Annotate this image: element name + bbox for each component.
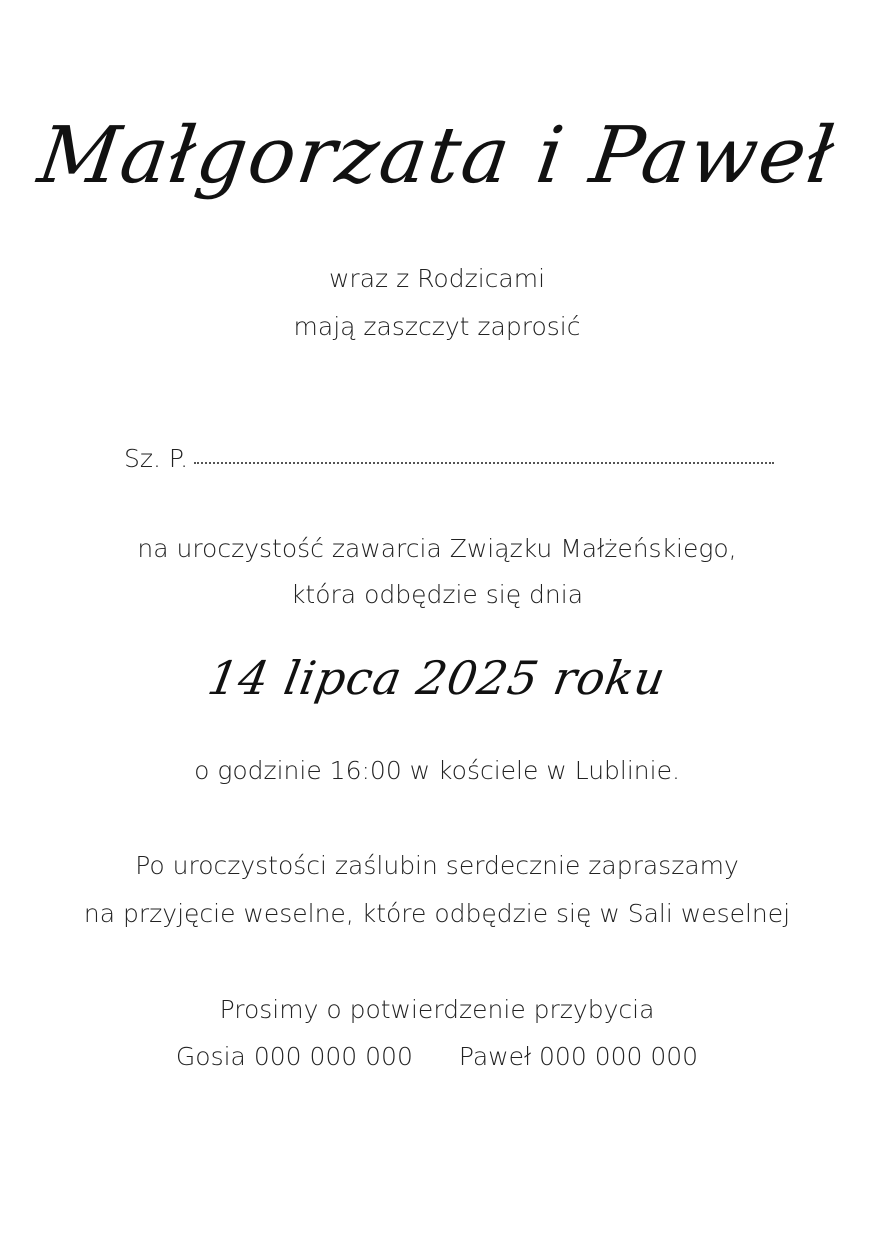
guest-name-field: [124, 444, 774, 476]
ceremony-line-2: która odbędzie się dnia: [290, 580, 584, 609]
intro-line-2: mają zaszczyt zaprosić: [293, 312, 581, 341]
contact-row: [0, 1042, 874, 1072]
dotted-name-line: [194, 462, 774, 464]
guest-prefix: Sz. P.: [124, 444, 189, 473]
contact-pawel: Paweł 000 000 000: [458, 1042, 699, 1071]
contact-gosia: Gosia 000 000 000: [175, 1042, 413, 1071]
reception-line-2: na przyjęcie weselne, które odbędzie się w Sali weselnej: [83, 899, 791, 928]
rsvp-line: Prosimy o potwierdzenie przybycia: [219, 995, 655, 1024]
time-place-line: o godzinie 16:00 w kościele w Lublinie.: [194, 756, 680, 785]
ceremony-date: 14 lipca 2025 roku: [203, 651, 671, 705]
couple-names-title: Małgorzata i Paweł: [33, 111, 842, 201]
intro-line-1: wraz z Rodzicami: [328, 264, 546, 293]
reception-line-1: Po uroczystości zaślubin serdecznie zapraszamy: [135, 851, 739, 880]
ceremony-line-1: na uroczystość zawarcia Związku Małżeńskiego,: [137, 534, 737, 563]
